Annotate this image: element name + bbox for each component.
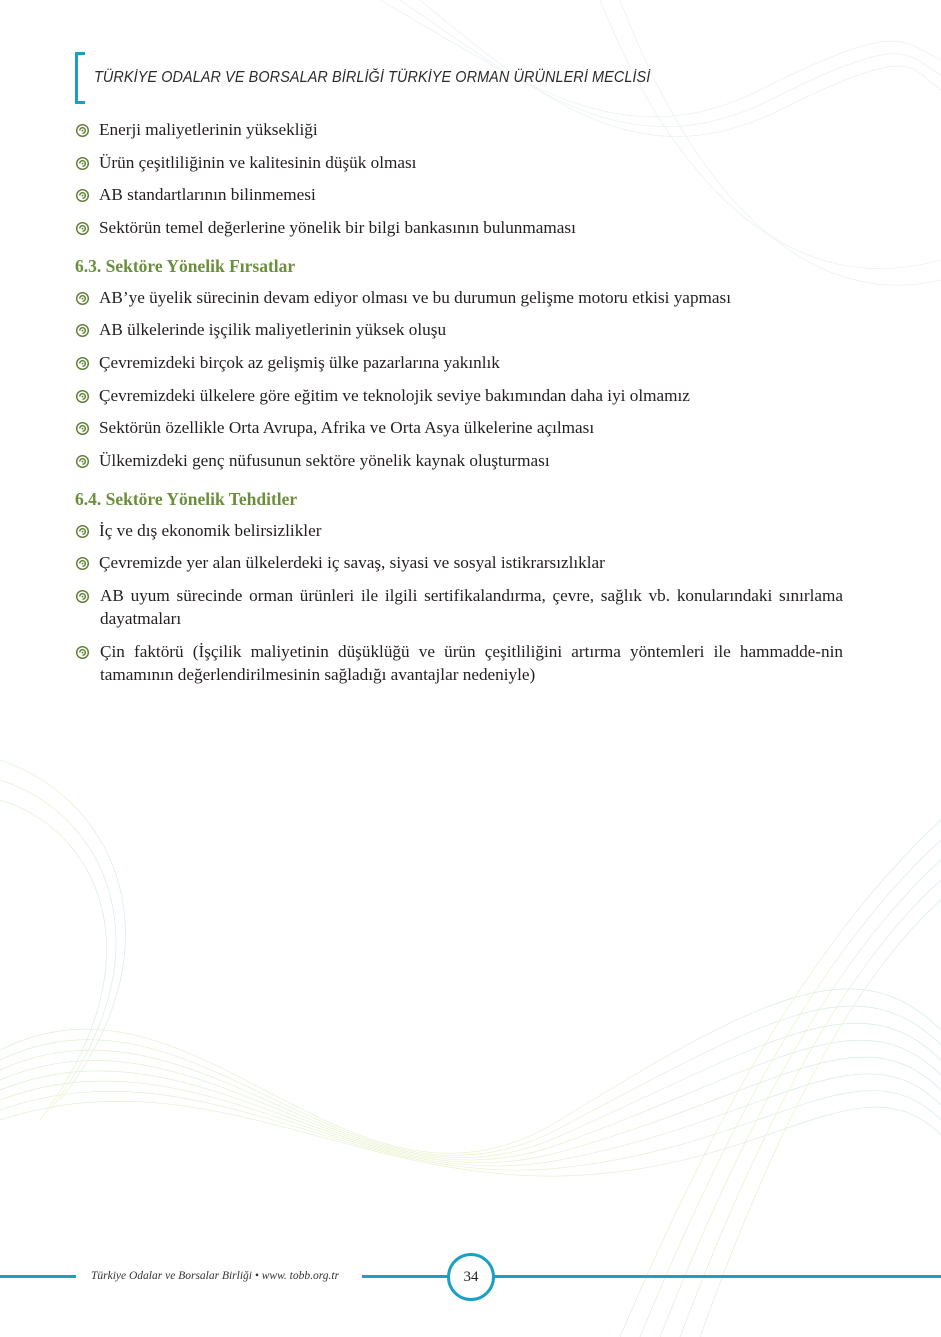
page-number-badge <box>447 1253 495 1301</box>
list-item-text: Sektörün temel değerlerine yönelik bir bilgi bankasının bulunmaması <box>99 217 576 237</box>
spiral-bullet-icon <box>75 645 90 660</box>
spiral-bullet-icon <box>75 589 90 604</box>
list-item-text: AB’ye üyelik sürecinin devam ediyor olması ve bu durumun gelişme motoru etkisi yapması <box>99 287 731 307</box>
header-title: TÜRKİYE ODALAR VE BORSALAR BİRLİĞİ TÜRKİYE ORMAN ÜRÜNLERİ MECLİSİ <box>94 69 651 86</box>
list-item-text: Çevremizdeki ülkelere göre eğitim ve teknolojik seviye bakımından daha iyi olmamız <box>99 385 690 405</box>
list-item-text: Sektörün özellikle Orta Avrupa, Afrika ve Orta Asya ülkelerine açılması <box>99 418 595 438</box>
footer-rule-left <box>0 1275 76 1278</box>
spiral-bullet-icon <box>75 356 90 371</box>
spiral-bullet-icon <box>75 556 90 571</box>
spiral-bullet-icon <box>75 291 90 306</box>
list-item-text: Enerji maliyetlerinin yüksekliği <box>99 120 318 139</box>
list-item <box>75 640 843 686</box>
section-heading-threats: 6.4. Sektöre Yönelik Tehditler <box>75 488 298 509</box>
list-item <box>75 151 843 174</box>
main-content <box>75 118 843 695</box>
list-item-text: AB ülkelerinde işçilik maliyetlerinin yüksek oluşu <box>99 320 447 340</box>
list-item <box>75 183 843 206</box>
list-item <box>75 351 843 374</box>
spiral-bullet-icon <box>75 421 90 436</box>
spiral-bullet-icon <box>75 123 90 138</box>
spiral-bullet-icon <box>75 221 90 236</box>
spiral-bullet-icon <box>75 323 90 338</box>
list-item <box>75 216 843 239</box>
spiral-bullet-icon <box>75 188 90 203</box>
section-heading-opportunities: 6.3. Sektöre Yönelik Fırsatlar <box>75 255 296 276</box>
list-item <box>75 584 843 630</box>
list-item <box>75 384 843 407</box>
list-item <box>75 519 843 542</box>
header-bracket <box>75 52 85 104</box>
footer-text: Türkiye Odalar ve Borsalar Birliği • www. tobb.org.tr <box>91 1270 340 1282</box>
spiral-bullet-icon <box>75 454 90 469</box>
list-item-text: Çevremizde yer alan ülkelerdeki iç savaş, siyasi ve sosyal istikrarsızlıklar <box>99 553 605 573</box>
spiral-bullet-icon <box>75 156 90 171</box>
list-item <box>75 416 843 439</box>
list-item <box>75 449 843 472</box>
spiral-bullet-icon <box>75 524 90 539</box>
page-number: 34 <box>463 1268 479 1285</box>
list-item-text: Çevremizdeki birçok az gelişmiş ülke pazarlarına yakınlık <box>99 352 500 372</box>
list-item-text: Ülkemizdeki genç nüfusunun sektöre yönelik kaynak oluşturması <box>99 450 550 470</box>
list-item-text: İç ve dış ekonomik belirsizlikler <box>99 520 322 540</box>
spiral-bullet-icon <box>75 389 90 404</box>
list-item-text: Çin faktörü (İşçilik maliyetinin düşüklüğü ve ürün çeşitliliğini artırma yöntemleri ile hammadde-nin tamamının değerlendirilmesinin sağladığı avantajlar nedeniyle) <box>100 641 843 684</box>
list-item-text: AB uyum sürecinde orman ürünleri ile ilgili sertifikalandırma, çevre, sağlık vb. konularındaki sınırlama dayatmaları <box>100 585 843 628</box>
list-item <box>75 318 843 341</box>
list-item-text: AB standartlarının bilinmemesi <box>99 185 316 205</box>
list-item-text: Ürün çeşitliliğinin ve kalitesinin düşük olması <box>99 152 417 172</box>
list-item <box>75 118 843 141</box>
list-item <box>75 551 843 574</box>
list-item <box>75 286 843 309</box>
